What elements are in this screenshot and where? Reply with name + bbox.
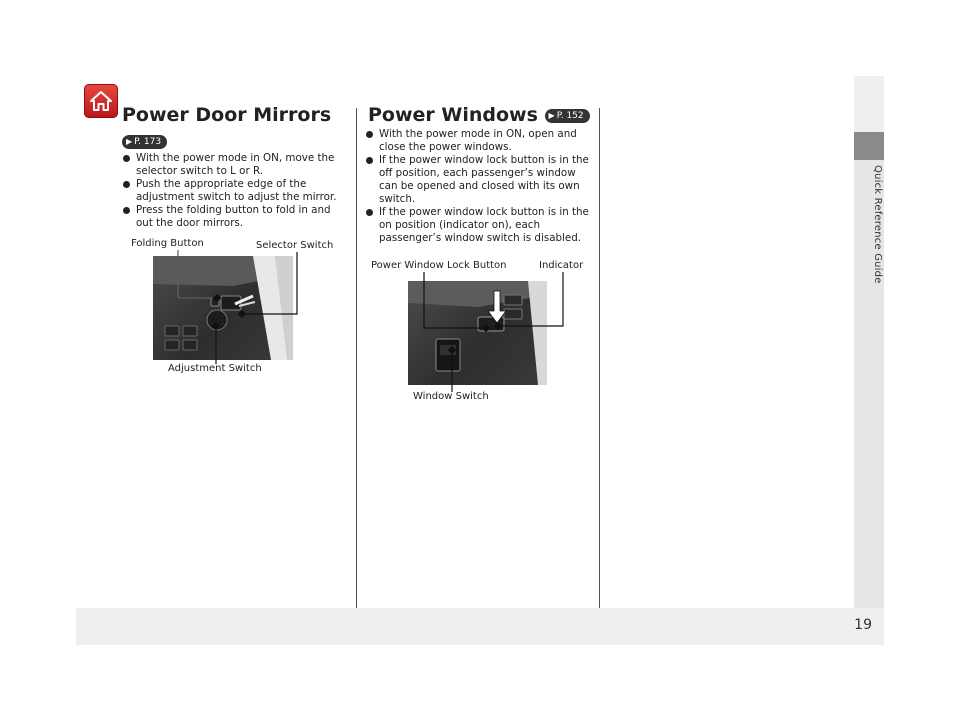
lock-button-label: Power Window Lock Button — [371, 260, 507, 271]
list-item: With the power mode in ON, move the selector switch to L or R. — [122, 152, 350, 178]
page-ref-arrow-icon: ▶ — [548, 110, 555, 120]
window-switch-label: Window Switch — [413, 391, 489, 402]
indicator-label: Indicator — [539, 260, 584, 271]
page-ref-arrow-icon: ▶ — [126, 136, 133, 146]
folding-button-label: Folding Button — [131, 238, 204, 249]
windows-ref-text: P. 152 — [556, 110, 584, 121]
page-number: 19 — [854, 617, 872, 633]
selector-switch-label: Selector Switch — [256, 240, 334, 251]
mirrors-ref-text: P. 173 — [134, 136, 162, 147]
list-item: If the power window lock button is in the off position, each passenger’s window can be opened and closed with its own switch. — [365, 154, 593, 206]
list-item: Press the folding button to fold in and out the door mirrors. — [122, 204, 350, 230]
mirrors-title-text: Power Door Mirrors — [122, 104, 332, 126]
adjustment-switch-label: Adjustment Switch — [168, 363, 262, 374]
list-item: If the power window lock button is in the on position (indicator on), each passenger’s window switch is disabled. — [365, 206, 593, 245]
list-item: With the power mode in ON, open and close the power windows. — [365, 128, 593, 154]
side-tab-label: Quick Reference Guide — [872, 165, 883, 284]
list-item: Push the appropriate edge of the adjustment switch to adjust the mirror. — [122, 178, 350, 204]
windows-title-text: Power Windows — [368, 104, 538, 126]
